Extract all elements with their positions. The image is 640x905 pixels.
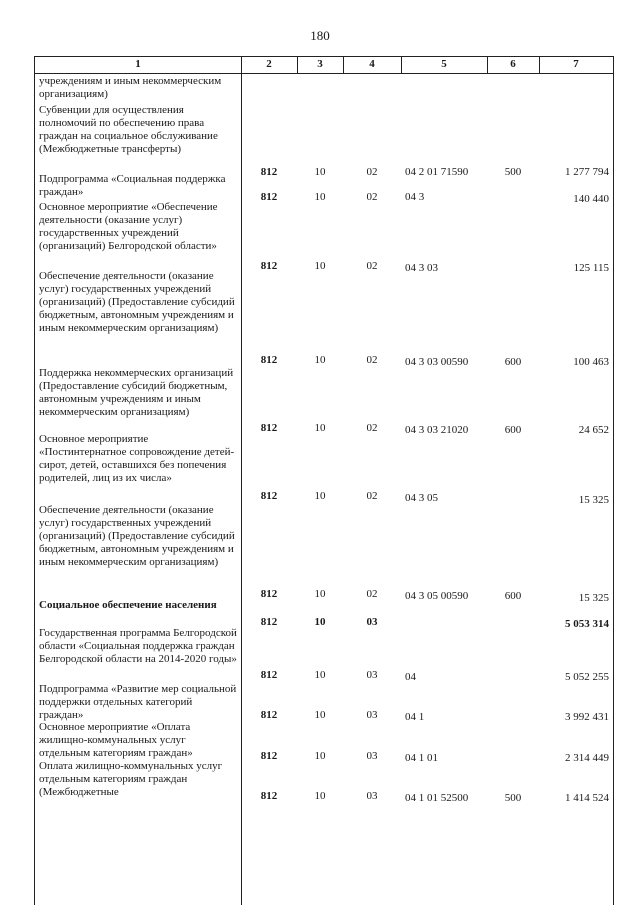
cell-ministry-code: 812 [260, 616, 278, 628]
cell-amount: 5 052 255 [565, 671, 609, 683]
row-description: Субвенции для осуществления полномочий по обеспечению права граждан на социальное обслуживание (Межбюджетные трансферты) [39, 104, 218, 155]
cell-ministry-code: 812 [260, 709, 278, 721]
cell-subsection: 03 [366, 616, 378, 628]
row-description: Основное мероприятие «Постинтернатное сопровождение детей-сирот, детей, оставшихся без попечения родителей, лиц из их числа» [39, 433, 235, 484]
cell-subsection: 03 [366, 709, 378, 721]
cell-amount: 5 053 314 [565, 618, 609, 630]
cell-subsection: 03 [366, 790, 378, 802]
cell-expense-type: 600 [504, 590, 522, 602]
header-bottom-border [35, 73, 613, 74]
cell-expense-type: 600 [504, 356, 522, 368]
row-description: Основное мероприятие «Оплата жилищно-коммунальных услуг отдельным категориям граждан» [39, 721, 193, 759]
cell-target-article: 04 3 05 [405, 492, 438, 504]
cell-target-article: 04 3 [405, 191, 425, 203]
cell-expense-type: 600 [504, 424, 522, 436]
row-description: Обеспечение деятельности (оказание услуг) государственных учреждений (организаций) (Предоставление субсидий бюджетным, автономным учреждениям и иным некоммерческим организациям) [39, 504, 235, 568]
cell-section: 10 [314, 191, 326, 203]
cell-section: 10 [314, 588, 326, 600]
row-description: Государственная программа Белгородской области «Социальная поддержка граждан Белгородской области на 2014-2020 годы» [39, 627, 237, 665]
budget-table [34, 56, 614, 905]
cell-amount: 100 463 [573, 356, 609, 368]
header-col-3: 3 [317, 58, 323, 70]
cell-ministry-code: 812 [260, 422, 278, 434]
row-description: учреждениям и иным некоммерческим организациям) [39, 75, 222, 100]
cell-target-article: 04 3 03 [405, 262, 438, 274]
cell-target-article: 04 3 03 00590 [405, 356, 469, 368]
cell-amount: 1 414 524 [565, 792, 609, 804]
cell-target-article: 04 1 01 [405, 752, 438, 764]
cell-target-article: 04 3 05 00590 [405, 590, 469, 602]
cell-ministry-code: 812 [260, 490, 278, 502]
cell-ministry-code: 812 [260, 588, 278, 600]
cell-amount: 24 652 [578, 424, 609, 436]
cell-ministry-code: 812 [260, 354, 278, 366]
cell-amount: 15 325 [578, 494, 609, 506]
cell-subsection: 02 [366, 490, 378, 502]
cell-ministry-code: 812 [260, 669, 278, 681]
cell-section: 10 [314, 669, 326, 681]
cell-subsection: 02 [366, 191, 378, 203]
cell-target-article: 04 [405, 671, 416, 683]
cell-amount: 125 115 [573, 262, 609, 274]
row-description: Социальное обеспечение населения [39, 599, 217, 611]
cell-subsection: 02 [366, 354, 378, 366]
row-description: Оплата жилищно-коммунальных услуг отдельным категориям граждан (Межбюджетные [39, 760, 223, 798]
cell-section: 10 [314, 750, 326, 762]
header-col-6: 6 [510, 58, 516, 70]
cell-subsection: 03 [366, 750, 378, 762]
cell-ministry-code: 812 [260, 750, 278, 762]
cell-section: 10 [314, 422, 326, 434]
row-description: Обеспечение деятельности (оказание услуг) государственных учреждений (организаций) (Предоставление субсидий бюджетным, автономным учреждениям и иным некоммерческим организациям) [39, 270, 235, 334]
cell-section: 10 [314, 260, 326, 272]
cell-subsection: 02 [366, 588, 378, 600]
cell-target-article: 04 1 01 52500 [405, 792, 469, 804]
cell-amount: 140 440 [573, 193, 609, 205]
cell-subsection: 02 [366, 260, 378, 272]
cell-subsection: 02 [366, 422, 378, 434]
cell-amount: 2 314 449 [565, 752, 609, 764]
cell-section: 10 [314, 616, 326, 628]
cell-amount: 3 992 431 [565, 711, 609, 723]
header-col-2: 2 [266, 58, 272, 70]
cell-expense-type: 500 [504, 166, 522, 178]
row-description: Подпрограмма «Развитие мер социальной поддержки отдельных категорий граждан» [39, 683, 237, 721]
cell-amount: 1 277 794 [565, 166, 609, 178]
cell-subsection: 02 [366, 166, 378, 178]
cell-section: 10 [314, 709, 326, 721]
cell-ministry-code: 812 [260, 166, 278, 178]
cell-target-article: 04 2 01 71590 [405, 166, 469, 178]
cell-section: 10 [314, 790, 326, 802]
row-description: Поддержка некоммерческих организаций (Предоставление субсидий бюджетным, автономным учреждениям и иным некоммерческим организациям) [39, 367, 234, 418]
row-description: Основное мероприятие «Обеспечение деятельности (оказание услуг) государственных учреждений (организаций) Белгородской области» [39, 201, 218, 252]
header-col-7: 7 [573, 58, 579, 70]
row-description: Подпрограмма «Социальная поддержка граждан» [39, 173, 226, 198]
cell-subsection: 03 [366, 669, 378, 681]
header-col-1: 1 [135, 58, 141, 70]
header-col-4: 4 [369, 58, 375, 70]
page-number: 180 [310, 28, 330, 43]
cell-ministry-code: 812 [260, 191, 278, 203]
cell-amount: 15 325 [578, 592, 609, 604]
cell-ministry-code: 812 [260, 790, 278, 802]
cell-section: 10 [314, 166, 326, 178]
cell-target-article: 04 3 03 21020 [405, 424, 469, 436]
cell-expense-type: 500 [504, 792, 522, 804]
header-col-5: 5 [441, 58, 447, 70]
cell-ministry-code: 812 [260, 260, 278, 272]
cell-target-article: 04 1 [405, 711, 425, 723]
cell-section: 10 [314, 490, 326, 502]
cell-section: 10 [314, 354, 326, 366]
